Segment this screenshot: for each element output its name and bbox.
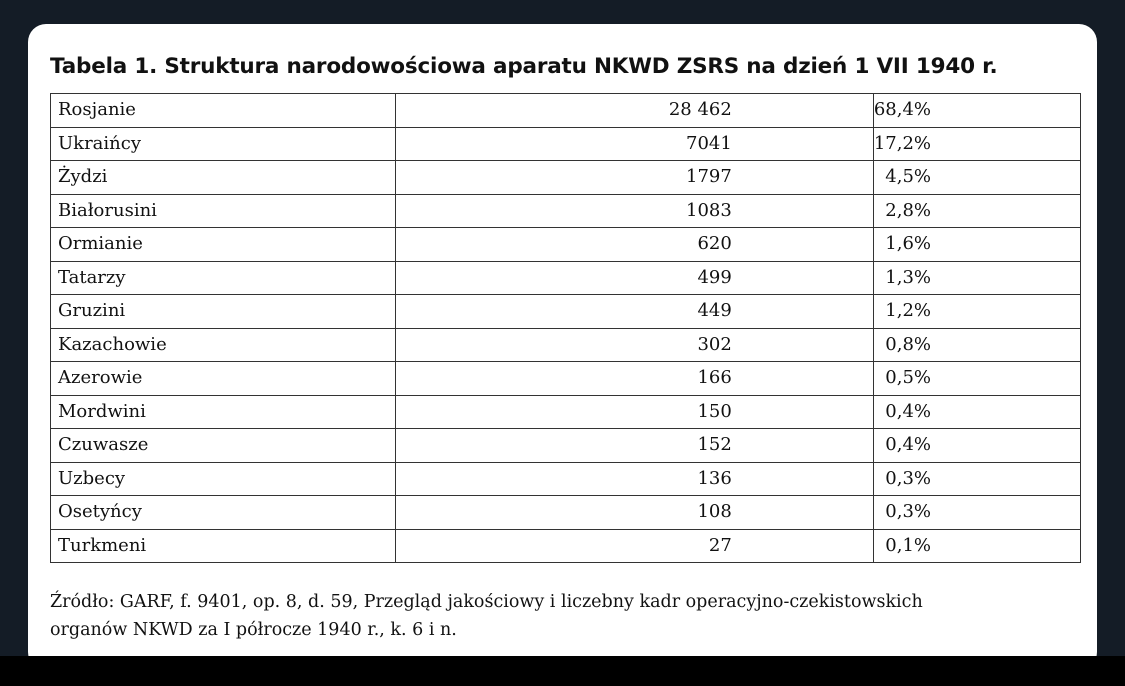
table-row	[51, 194, 1081, 228]
count-cell: 1083	[395, 194, 873, 228]
percent-cell: 0,4%	[873, 395, 1080, 429]
table-row	[51, 362, 1081, 396]
nationality-cell: Tatarzy	[51, 261, 396, 295]
nationality-cell: Mordwini	[51, 395, 396, 429]
percent-cell: 1,3%	[873, 261, 1080, 295]
percent-cell: 2,8%	[873, 194, 1080, 228]
nationality-cell: Białorusini	[51, 194, 396, 228]
table-row	[51, 462, 1081, 496]
nationality-cell: Ormianie	[51, 228, 396, 262]
count-cell: 166	[395, 362, 873, 396]
percent-cell: 1,2%	[873, 295, 1080, 329]
count-cell: 150	[395, 395, 873, 429]
table-body	[51, 94, 1081, 563]
source-line-1: Źródło: GARF, f. 9401, op. 8, d. 59, Przegląd jakościowy i liczebny kadr operacyjno-czekistowskich	[50, 592, 923, 612]
percent-cell: 17,2%	[873, 127, 1080, 161]
percent-cell: 0,4%	[873, 429, 1080, 463]
percent-cell: 0,1%	[873, 529, 1080, 563]
table-row	[51, 429, 1081, 463]
count-cell: 27	[395, 529, 873, 563]
percent-cell: 68,4%	[873, 94, 1080, 128]
nationality-cell: Turkmeni	[51, 529, 396, 563]
percent-cell: 0,3%	[873, 496, 1080, 530]
nationality-cell: Żydzi	[51, 161, 396, 195]
nationality-cell: Kazachowie	[51, 328, 396, 362]
nationality-table	[50, 93, 1081, 563]
count-cell: 7041	[395, 127, 873, 161]
table-row	[51, 94, 1081, 128]
count-cell: 620	[395, 228, 873, 262]
source-note	[50, 588, 1090, 644]
table-card	[28, 24, 1097, 670]
percent-cell: 1,6%	[873, 228, 1080, 262]
source-line-2: organów NKWD za I półrocze 1940 r., k. 6 i n.	[50, 620, 457, 640]
table-row	[51, 496, 1081, 530]
nationality-cell: Uzbecy	[51, 462, 396, 496]
percent-cell: 4,5%	[873, 161, 1080, 195]
count-cell: 136	[395, 462, 873, 496]
table-row	[51, 228, 1081, 262]
bottom-bar	[0, 656, 1125, 686]
nationality-cell: Azerowie	[51, 362, 396, 396]
table-row	[51, 161, 1081, 195]
nationality-cell: Ukraińcy	[51, 127, 396, 161]
table-row	[51, 529, 1081, 563]
count-cell: 28 462	[395, 94, 873, 128]
nationality-cell: Rosjanie	[51, 94, 396, 128]
table-row	[51, 295, 1081, 329]
nationality-cell: Gruzini	[51, 295, 396, 329]
nationality-cell: Czuwasze	[51, 429, 396, 463]
count-cell: 152	[395, 429, 873, 463]
percent-cell: 0,8%	[873, 328, 1080, 362]
count-cell: 302	[395, 328, 873, 362]
percent-cell: 0,3%	[873, 462, 1080, 496]
nationality-cell: Osetyńcy	[51, 496, 396, 530]
table-row	[51, 395, 1081, 429]
count-cell: 499	[395, 261, 873, 295]
count-cell: 108	[395, 496, 873, 530]
table-title: Tabela 1. Struktura narodowościowa aparatu NKWD ZSRS na dzień 1 VII 1940 r.	[50, 54, 998, 79]
percent-cell: 0,5%	[873, 362, 1080, 396]
count-cell: 449	[395, 295, 873, 329]
table-row	[51, 261, 1081, 295]
table-row	[51, 328, 1081, 362]
table-row	[51, 127, 1081, 161]
count-cell: 1797	[395, 161, 873, 195]
